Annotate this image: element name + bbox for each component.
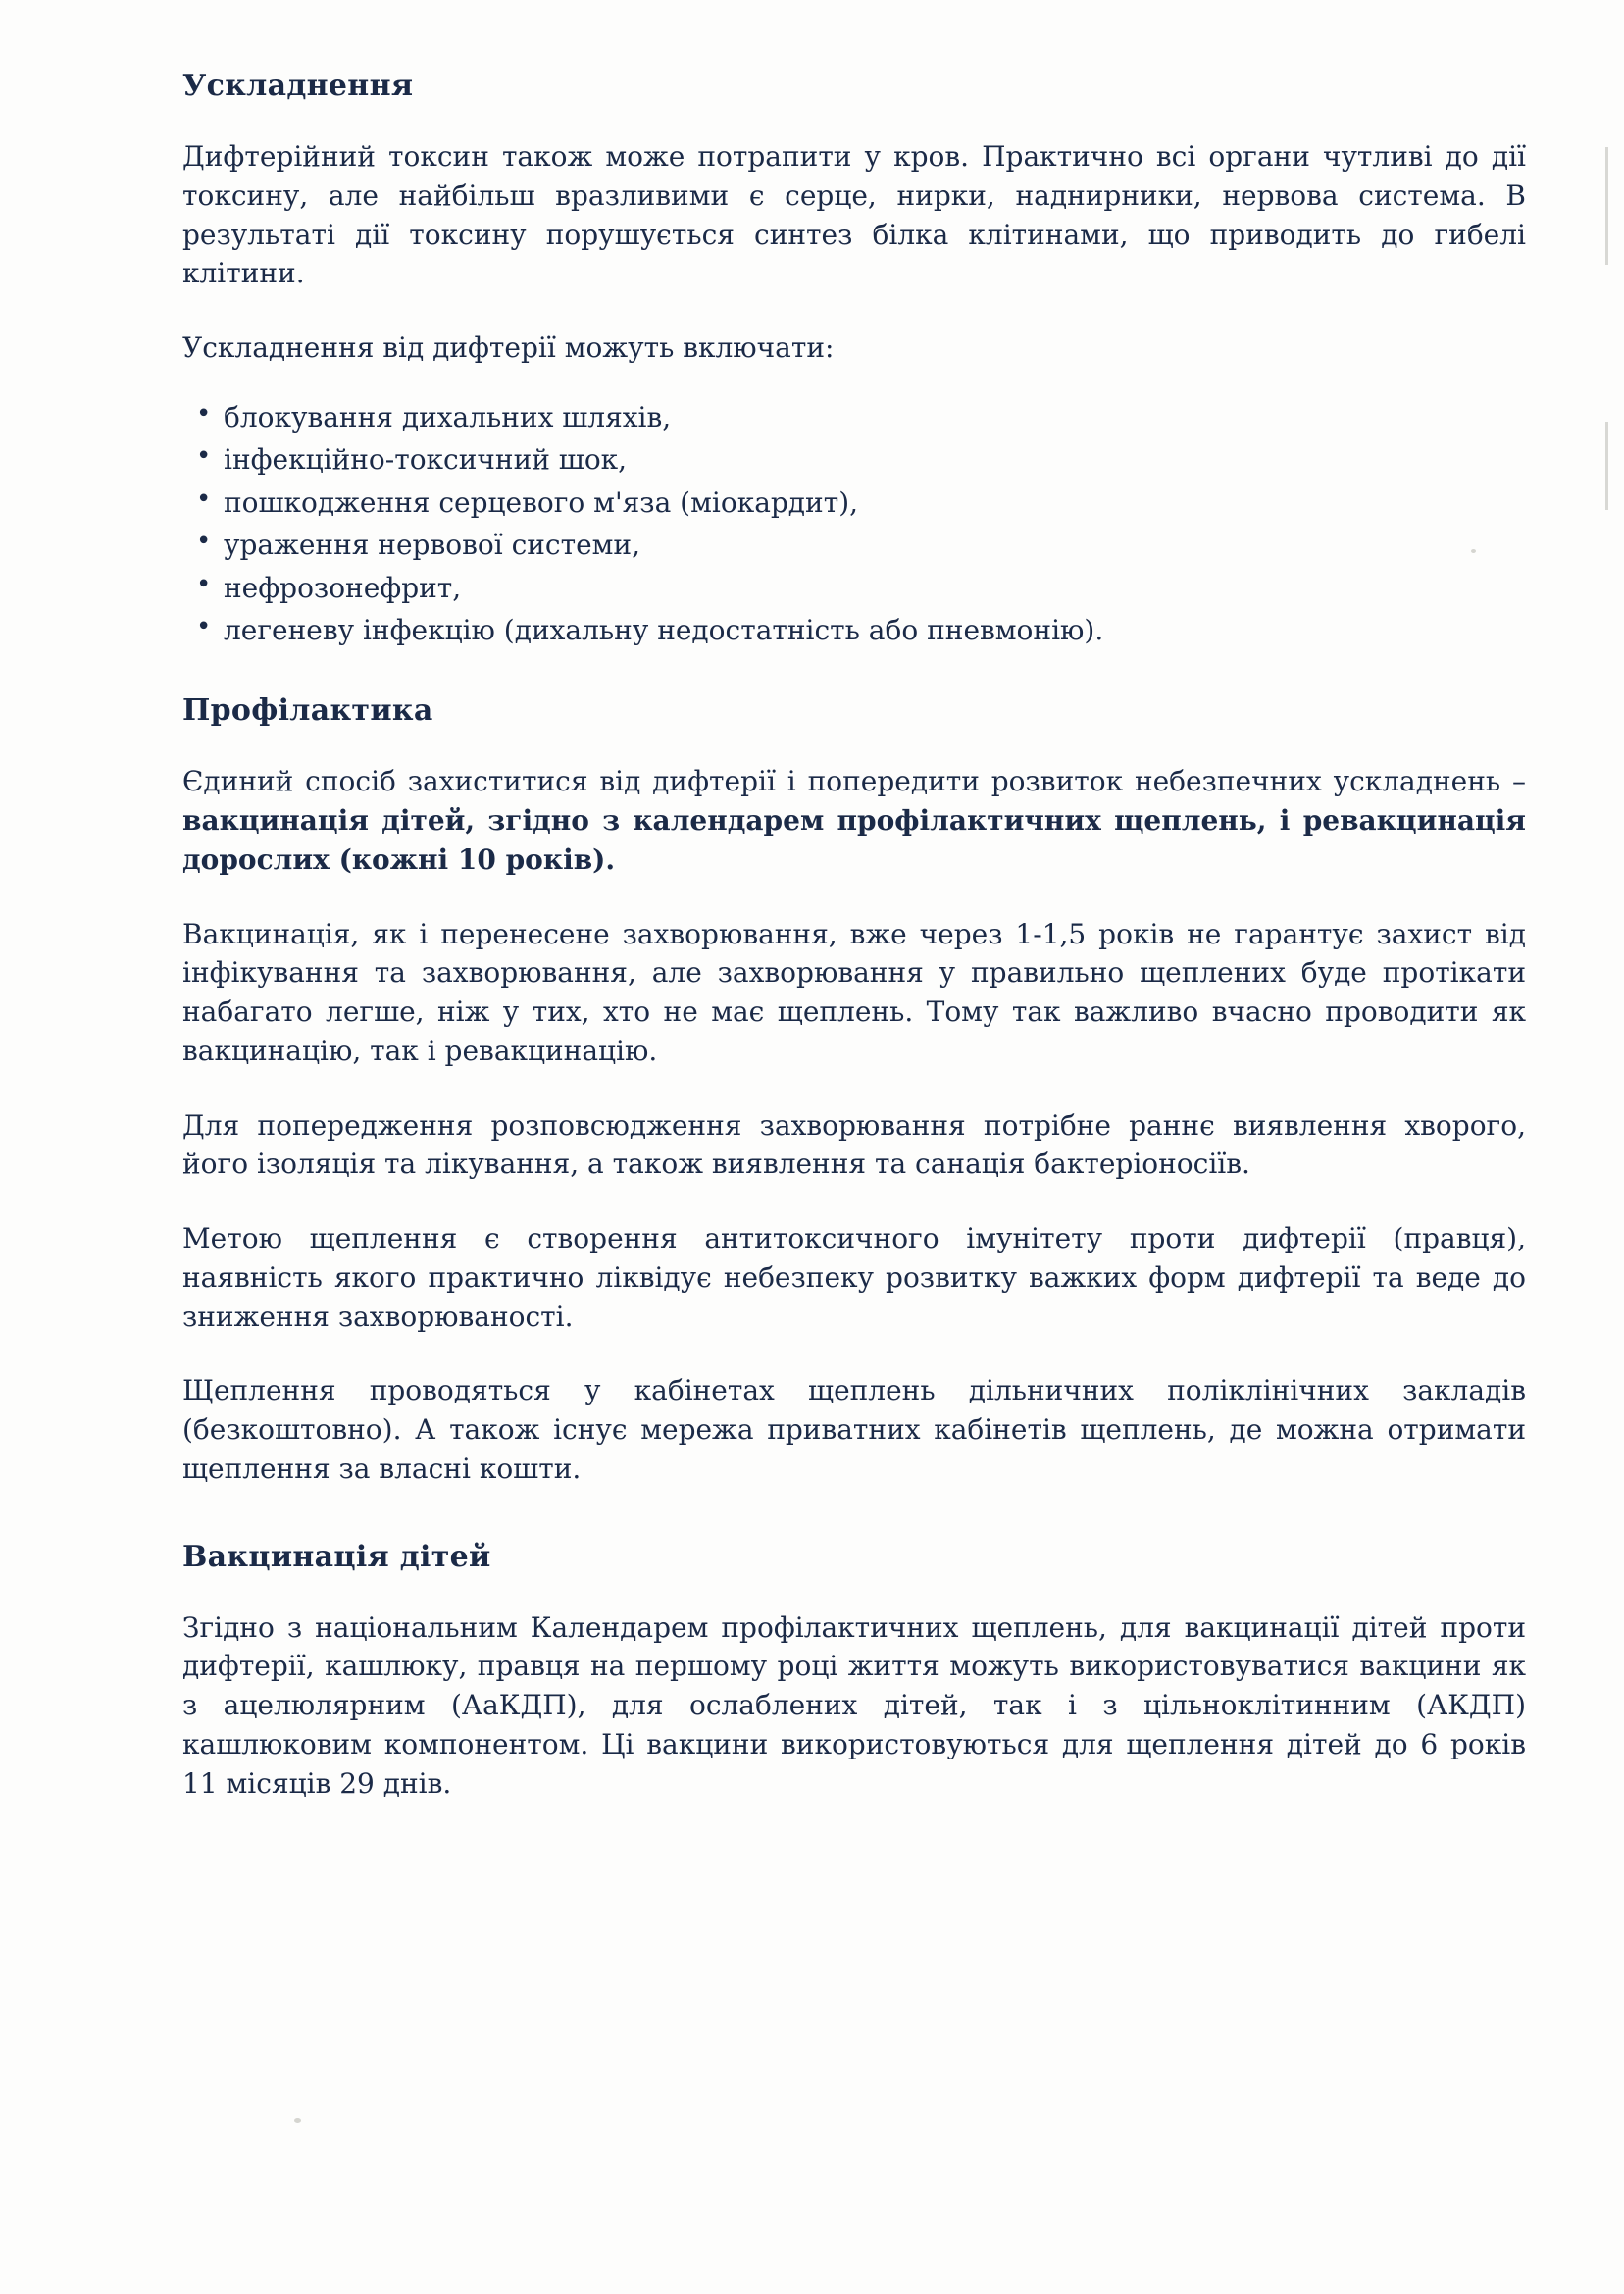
list-item: • ураження нервової системи, (182, 525, 1526, 565)
paragraph-complications-intro: Ускладнення від дифтерії можуть включати: (182, 331, 835, 364)
paragraph-where-vaccinated: Щеплення проводяться у кабінетах щеплень дільничних поліклінічних закладів (безкоштовно). А також існує мережа приватних кабінетів щеплень, де можна отримати щеплення за власні кошти. (182, 1374, 1526, 1485)
list-item: • легеневу інфекцію (дихальну недостатність або пневмонію). (182, 610, 1526, 650)
paragraph-prophylaxis-emphasis: вакцинація дітей, згідно з календарем профілактичних щеплень, і ревакцинація дорослих (кожні 10 років). (182, 804, 1526, 876)
paragraph-toxin-effects: Дифтерійний токсин також може потрапити у кров. Практично всі органи чутливі до дії токсину, але найбільш вразливими є серце, нирки, наднирники, нервова система. В результаті дії токсину порушується синтез білка клітинами, що приводить до гибелі клітини. (182, 140, 1526, 290)
paragraph-child-vaccination-details: Згідно з національним Календарем профілактичних щеплень, для вакцинації дітей проти дифтерії, кашлюку, правця на першому році життя можуть використовуватися вакцини як з ацелюлярним (АаКДП), для ослаблених дітей, так і з цільноклітинним (АКДП) кашлюковим компонентом. Ці вакцини використовуються для щеплення дітей до 6 років 11 місяців 29 днів. (182, 1610, 1526, 1800)
list-item: • інфекційно-токсичний шок, (182, 439, 1526, 480)
list-item: • нефрозонефрит, (182, 568, 1526, 608)
paragraph-prophylaxis-lead: Єдиний спосіб захиститися від дифтерії і попередити розвиток небезпечних ускладнень – (182, 765, 1526, 798)
section-heading-complications: Ускладнення (182, 69, 414, 103)
paragraph-prophylaxis-main (182, 762, 1526, 879)
section-heading-prophylaxis: Профілактика (182, 693, 433, 729)
paragraph-spread-prevention: Для попередження розповсюдження захворювання потрібне раннє виявлення хворого, його ізоляція та лікування, а також виявлення та санація бактеріоносіїв. (182, 1108, 1526, 1181)
list-item: • пошкодження серцевого м'яза (міокардит), (182, 483, 1526, 523)
page-speck (294, 2118, 301, 2123)
list-item: • блокування дихальних шляхів, (182, 397, 1526, 437)
paragraph-vaccination-duration: Вакцинація, як і перенесене захворювання, вже через 1-1,5 років не гарантує захист від інфікування та захворювання, але захворювання у правильно щеплених буде протікати набагато легше, ніж у тих, хто не має щеплень. Тому так важливо вчасно проводити як вакцинацію, так і ревакцинацію. (182, 917, 1526, 1067)
page-edge-mark (1605, 147, 1608, 265)
document-body (182, 69, 1526, 1838)
page-edge-mark (1605, 422, 1608, 510)
section-heading-child-vaccination: Вакцинація дітей (182, 1539, 491, 1574)
paragraph-vaccination-purpose: Метою щеплення є створення антитоксичного імунітету проти дифтерії (правця), наявність якого практично ліквідує небезпеку розвитку важких форм дифтерії та веде до зниження захворюваності. (182, 1222, 1526, 1333)
complications-list (182, 397, 1526, 651)
